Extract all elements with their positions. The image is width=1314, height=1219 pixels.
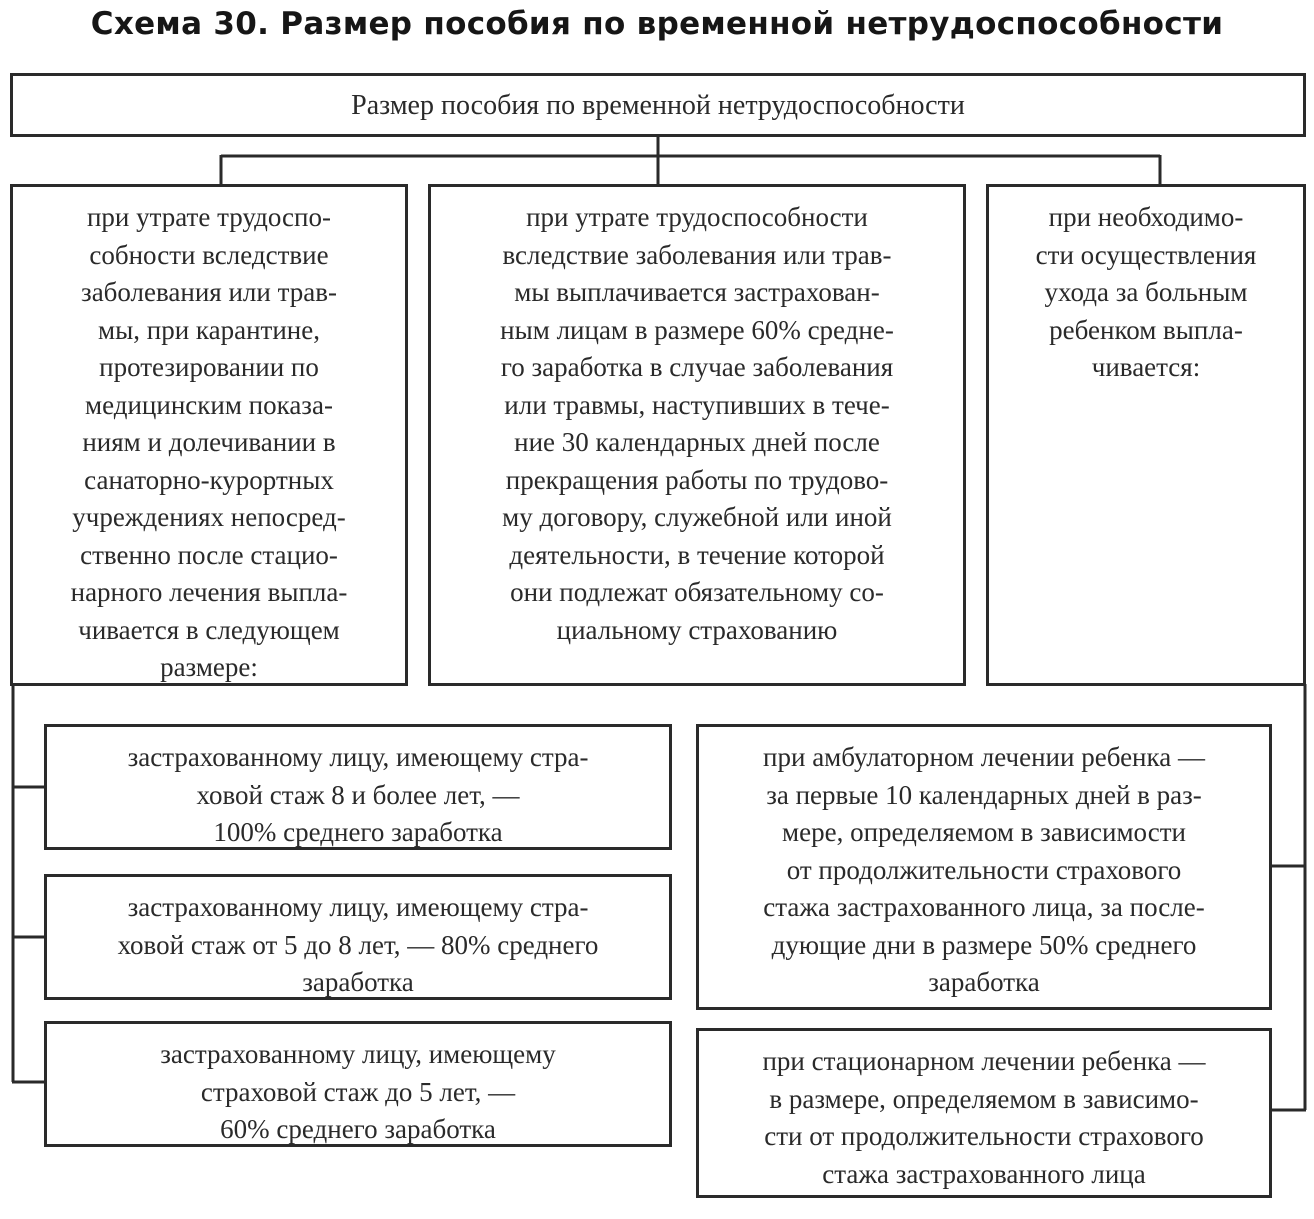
branch-box-after-termination: [428, 184, 966, 686]
root-label: Размер пособия по временной нетрудоспособности: [351, 90, 965, 121]
child-label: застрахованному лицу, имеющему стра- ховой стаж от 5 до 8 лет, — 80% среднего заработка: [117, 892, 599, 997]
child-label: застрахованному лицу, имеющему страховой стаж до 5 лет, — 60% среднего заработка: [160, 1039, 556, 1144]
child-box-stage-8plus: [44, 724, 672, 850]
branch-box-disease: [10, 184, 408, 686]
child-box-stage-5to8: [44, 874, 672, 1000]
branch-label: при утрате трудоспособности вследствие заболевания или трав- мы выплачивается застрахован- ным лицам в размере 60% средне- го заработка в случае заболевания или травмы, наступивших в тече- ние 30 календарных дней после прекращения работы по трудово- му договору, служебной или иной деятельности, в течение которой они подлежат обязательному со- циальному страхованию: [500, 202, 894, 645]
root-box: [10, 73, 1306, 137]
child-label: при стационарном лечении ребенка — в размере, определяемом в зависимо- сти от продолжительности страхового стажа застрахованного лица: [762, 1046, 1206, 1189]
branch-box-child-care: [986, 184, 1306, 686]
diagram-title: Схема 30. Размер пособия по временной нетрудоспособности: [90, 6, 1224, 42]
child-box-stage-under5: [44, 1021, 672, 1147]
child-box-outpatient: [696, 724, 1272, 1010]
child-label: при амбулаторном лечении ребенка — за первые 10 календарных дней в раз- мере, определяемом в зависимости от продолжительности страхового стажа застрахованного лица, за после- дующие дни в размере 50% среднего заработка: [763, 742, 1205, 997]
branch-label: при необходимо- сти осуществления ухода за больным ребенком выпла- чивается:: [1035, 202, 1257, 382]
child-label: застрахованному лицу, имеющему стра- ховой стаж 8 и более лет, — 100% среднего заработка: [127, 742, 589, 847]
branch-label: при утрате трудоспо- собности вследствие заболевания или трав- мы, при карантине, протезировании по медицинским показа- ниям и долечивании в санаторно-курортных учреждениях непосред- ственно после стацио- нарного лечения выпла- чивается в следующем размере:: [70, 202, 348, 682]
child-box-inpatient: [696, 1028, 1272, 1198]
